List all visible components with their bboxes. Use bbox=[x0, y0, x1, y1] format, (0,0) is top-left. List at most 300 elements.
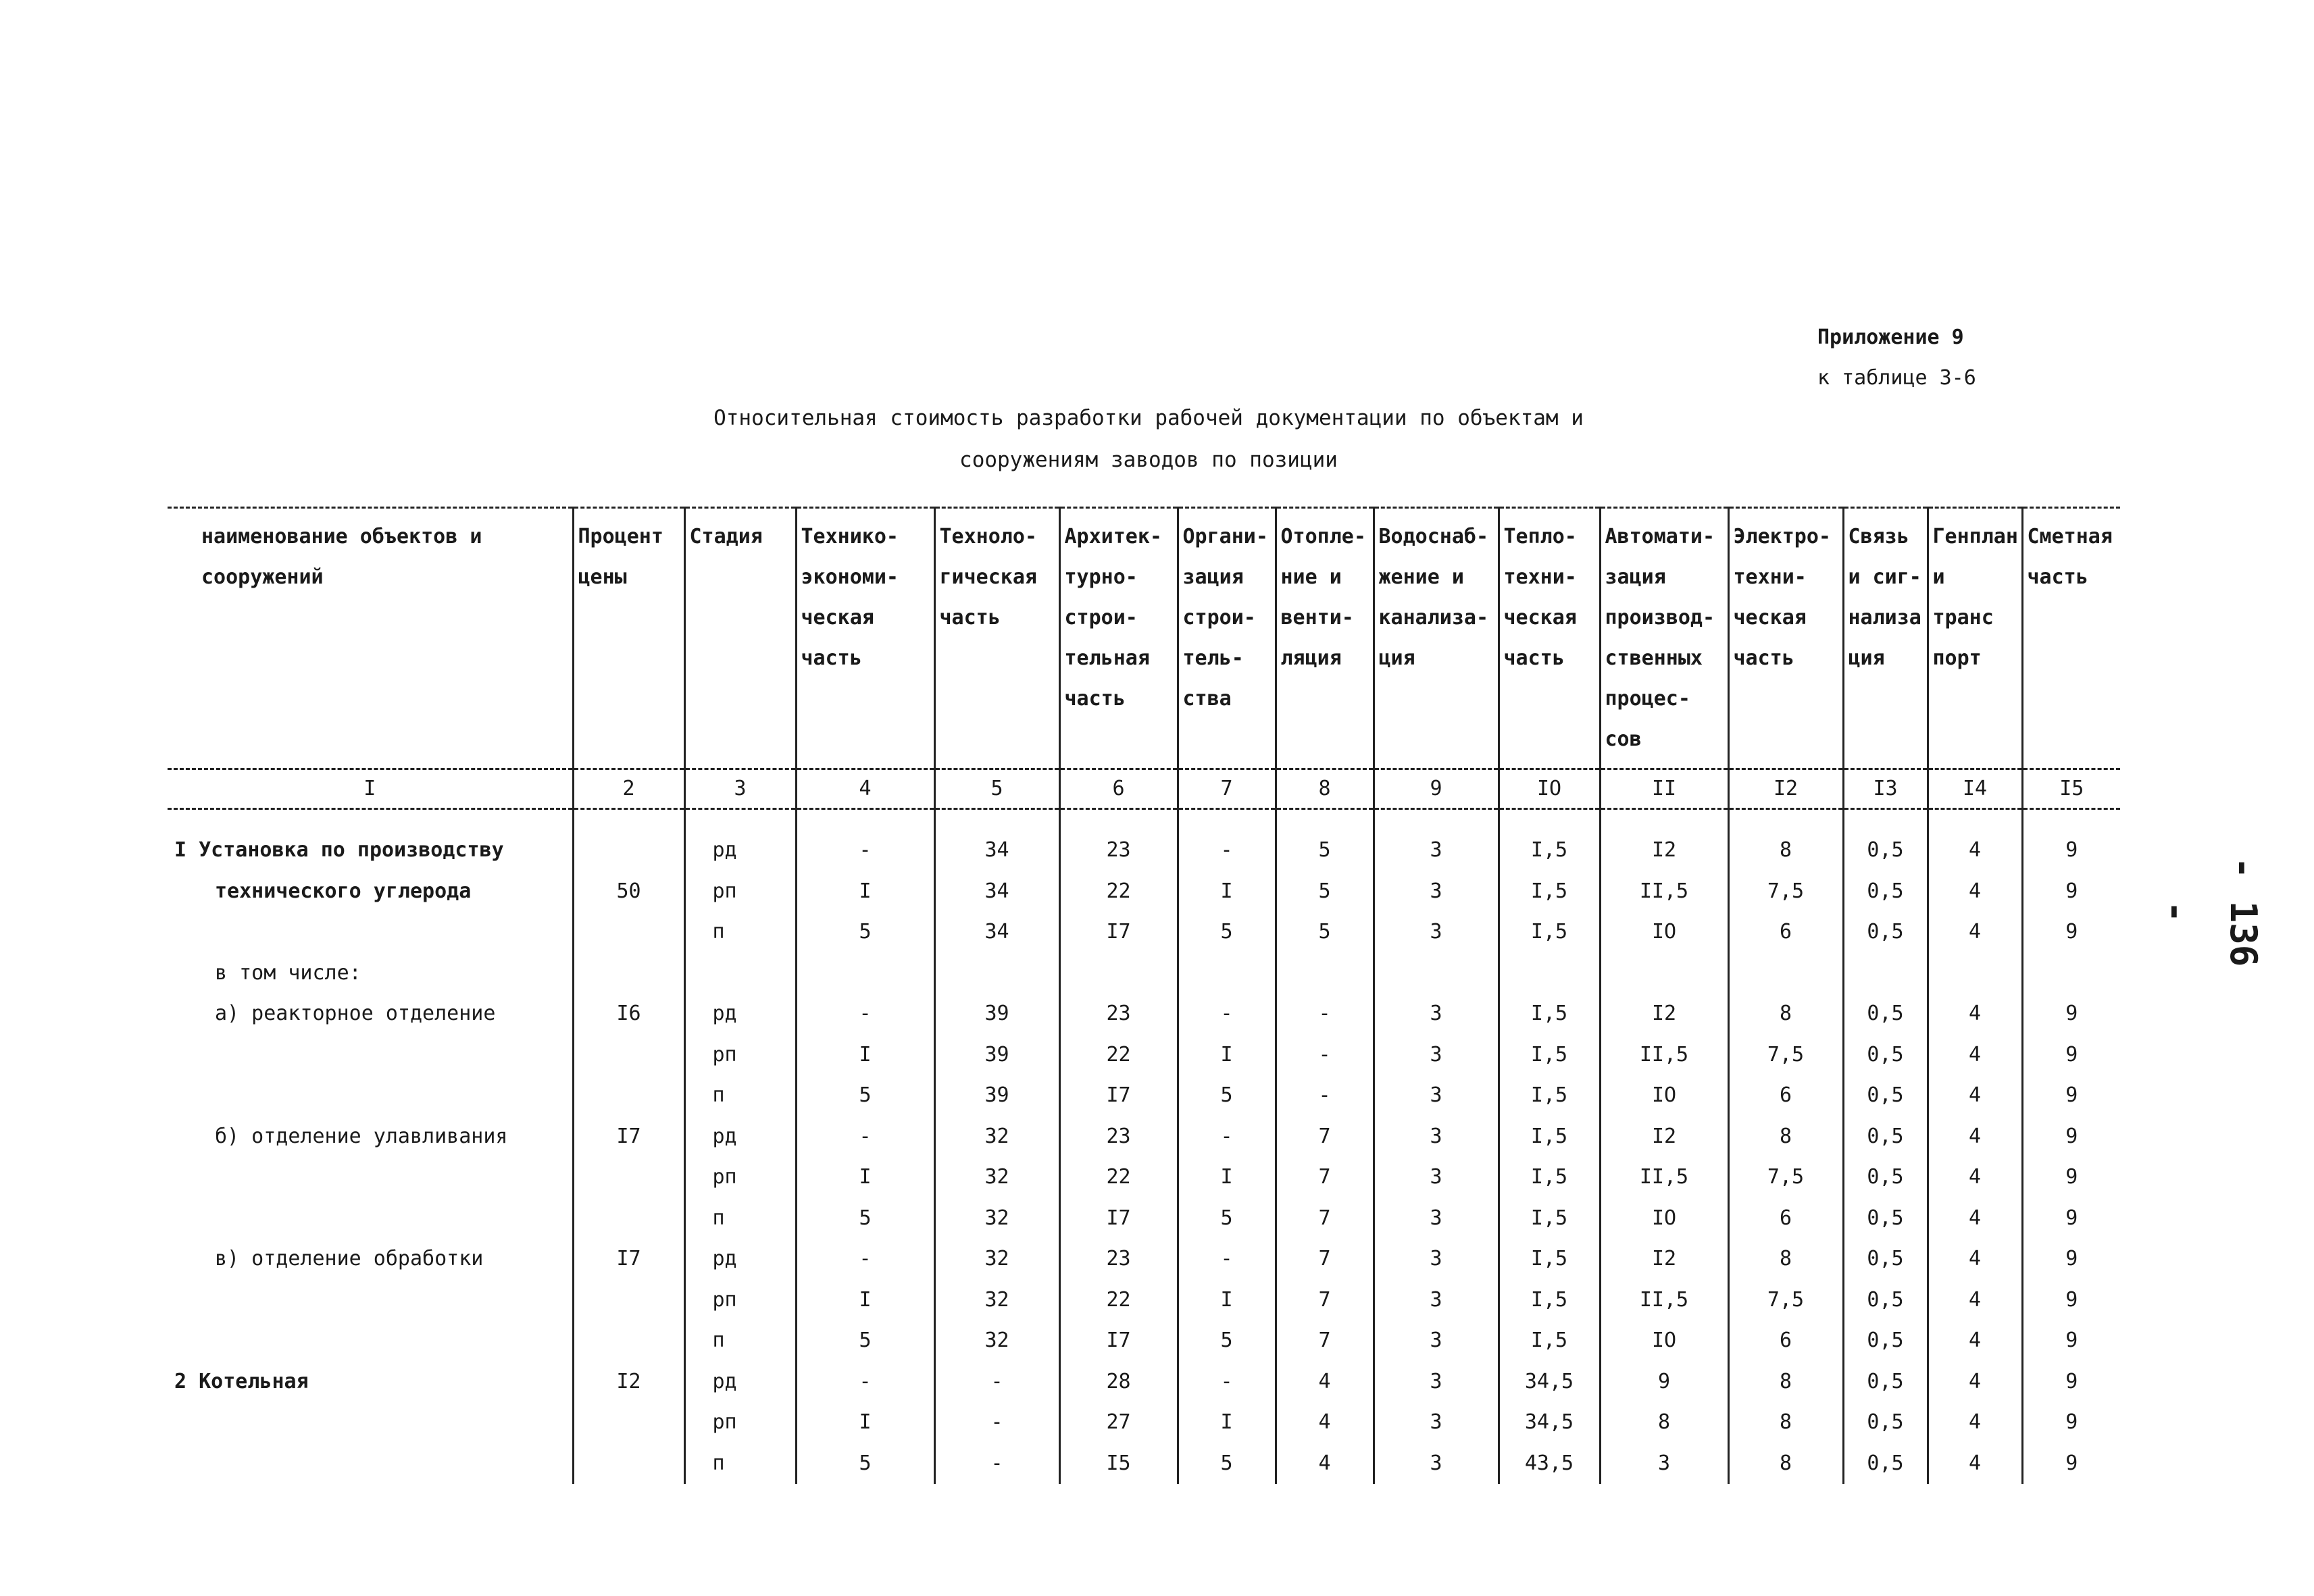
appendix-line-2: к таблице 3-6 bbox=[1817, 366, 1976, 390]
table-cell: 8 bbox=[1600, 1402, 1728, 1443]
table-cell bbox=[684, 953, 796, 994]
table-cell: I,5 bbox=[1499, 830, 1600, 871]
table-cell bbox=[1178, 953, 1276, 994]
table-cell: 7,5 bbox=[1728, 1035, 1843, 1076]
table-cell: 5 bbox=[1178, 1198, 1276, 1239]
spacer-cell bbox=[2022, 809, 2120, 831]
column-header: наименование объектов и сооружений bbox=[168, 508, 573, 769]
column-number: 6 bbox=[1059, 769, 1178, 809]
table-cell: 5 bbox=[1276, 830, 1374, 871]
table-cell: рп bbox=[684, 1402, 796, 1443]
object-name-cell: в) отделение обработки bbox=[215, 1247, 484, 1270]
table-cell: I,5 bbox=[1499, 1198, 1600, 1239]
table-cell: - bbox=[796, 994, 934, 1035]
table-cell: 34,5 bbox=[1499, 1402, 1600, 1443]
table-cell: 3 bbox=[1374, 1198, 1499, 1239]
table-cell: - bbox=[1276, 994, 1374, 1035]
table-cell: - bbox=[1178, 830, 1276, 871]
table-cell: 3 bbox=[1374, 1443, 1499, 1485]
spacer-cell bbox=[1276, 809, 1374, 831]
table-cell: 9 bbox=[2022, 871, 2120, 912]
table-cell: I bbox=[1178, 1157, 1276, 1198]
table-cell: 32 bbox=[934, 1157, 1059, 1198]
table-cell: 9 bbox=[2022, 1239, 2120, 1280]
title-line-2: сооружениям заводов по позиции bbox=[959, 448, 1338, 472]
table-row bbox=[168, 994, 2120, 1035]
table-cell: 0,5 bbox=[1843, 1157, 1928, 1198]
table-cell: 3 bbox=[1600, 1443, 1728, 1485]
table-cell: 32 bbox=[934, 1320, 1059, 1362]
table-cell: 7 bbox=[1276, 1320, 1374, 1362]
table-cell: 3 bbox=[1374, 1362, 1499, 1403]
table-cell: 3 bbox=[1374, 912, 1499, 953]
table-cell: 5 bbox=[1178, 1320, 1276, 1362]
column-number: 9 bbox=[1374, 769, 1499, 809]
table-cell: I,5 bbox=[1499, 1116, 1600, 1158]
column-header: Генплан и транс порт bbox=[1928, 508, 2022, 769]
column-header: Связь и сиг- нализа ция bbox=[1843, 508, 1928, 769]
column-header: Технико- экономи- ческая часть bbox=[796, 508, 934, 769]
table-row bbox=[168, 953, 2120, 994]
table-cell bbox=[573, 1198, 684, 1239]
table-cell: I bbox=[1178, 1035, 1276, 1076]
table-cell: 5 bbox=[796, 1075, 934, 1116]
table-cell: I7 bbox=[1059, 1075, 1178, 1116]
table-cell: 0,5 bbox=[1843, 994, 1928, 1035]
table-cell: 4 bbox=[1276, 1402, 1374, 1443]
table-cell: I bbox=[796, 1035, 934, 1076]
table-cell: 23 bbox=[1059, 830, 1178, 871]
column-header: Стадия bbox=[684, 508, 796, 769]
table-cell: - bbox=[796, 1239, 934, 1280]
object-name-cell: а) реакторное отделение bbox=[215, 1002, 496, 1025]
table-cell: 8 bbox=[1728, 1402, 1843, 1443]
table-row bbox=[168, 1443, 2120, 1485]
table-row bbox=[168, 1280, 2120, 1321]
table-cell: 4 bbox=[1928, 1362, 2022, 1403]
table-cell: 9 bbox=[2022, 1157, 2120, 1198]
table-cell: 23 bbox=[1059, 1116, 1178, 1158]
table-cell: I2 bbox=[1600, 830, 1728, 871]
table-cell: 4 bbox=[1928, 1280, 2022, 1321]
column-header: Техноло- гическая часть bbox=[934, 508, 1059, 769]
object-name-cell bbox=[168, 1402, 573, 1443]
table-cell bbox=[573, 1443, 684, 1485]
table-cell: 0,5 bbox=[1843, 1402, 1928, 1443]
column-number: I4 bbox=[1928, 769, 2022, 809]
column-header: Органи- зация строи- тель- ства bbox=[1178, 508, 1276, 769]
table-cell: 4 bbox=[1928, 1239, 2022, 1280]
table-cell: I5 bbox=[1059, 1443, 1178, 1485]
table-row bbox=[168, 1157, 2120, 1198]
table-cell: 7 bbox=[1276, 1198, 1374, 1239]
spacer-row bbox=[168, 809, 2120, 831]
table-cell: I,5 bbox=[1499, 1280, 1600, 1321]
table-cell: 7 bbox=[1276, 1280, 1374, 1321]
spacer-cell bbox=[168, 809, 573, 831]
object-name-cell: I Установка по производству bbox=[174, 838, 504, 862]
table-cell: 32 bbox=[934, 1239, 1059, 1280]
spacer-cell bbox=[1843, 809, 1928, 831]
table-row bbox=[168, 871, 2120, 912]
table-cell: 4 bbox=[1928, 871, 2022, 912]
table-cell: 22 bbox=[1059, 1035, 1178, 1076]
table-cell: I7 bbox=[573, 1116, 684, 1158]
table-cell bbox=[1276, 953, 1374, 994]
column-number-row bbox=[168, 769, 2120, 809]
table-cell: п bbox=[684, 1075, 796, 1116]
spacer-cell bbox=[1600, 809, 1728, 831]
table-cell bbox=[2022, 953, 2120, 994]
table-row bbox=[168, 1116, 2120, 1158]
table-cell: 39 bbox=[934, 1035, 1059, 1076]
table-cell: I7 bbox=[1059, 1198, 1178, 1239]
table-cell: 3 bbox=[1374, 1157, 1499, 1198]
table-cell: п bbox=[684, 1198, 796, 1239]
table-cell: 5 bbox=[1178, 1075, 1276, 1116]
table-cell bbox=[573, 953, 684, 994]
spacer-cell bbox=[684, 809, 796, 831]
table-cell: IO bbox=[1600, 1320, 1728, 1362]
table-cell: I,5 bbox=[1499, 1075, 1600, 1116]
table-cell: 8 bbox=[1728, 1362, 1843, 1403]
column-number: 5 bbox=[934, 769, 1059, 809]
document-title bbox=[676, 397, 1621, 481]
table-row bbox=[168, 1035, 2120, 1076]
table-cell: IO bbox=[1600, 912, 1728, 953]
table-cell: - bbox=[796, 1362, 934, 1403]
table-cell: 9 bbox=[2022, 994, 2120, 1035]
table-cell: 3 bbox=[1374, 1402, 1499, 1443]
table-cell: I7 bbox=[1059, 1320, 1178, 1362]
table-cell: 34 bbox=[934, 912, 1059, 953]
table-row bbox=[168, 1198, 2120, 1239]
table-cell: 8 bbox=[1728, 1116, 1843, 1158]
table-cell: 7 bbox=[1276, 1239, 1374, 1280]
object-name-cell bbox=[168, 1198, 573, 1239]
table-body bbox=[168, 809, 2120, 1485]
table-cell: 32 bbox=[934, 1198, 1059, 1239]
table-cell: 4 bbox=[1928, 830, 2022, 871]
table-cell: 27 bbox=[1059, 1402, 1178, 1443]
table-cell: рп bbox=[684, 871, 796, 912]
table-cell: I bbox=[1178, 1280, 1276, 1321]
table-cell bbox=[1499, 953, 1600, 994]
table-cell: 7,5 bbox=[1728, 871, 1843, 912]
table-cell: I bbox=[796, 871, 934, 912]
table-cell bbox=[573, 1075, 684, 1116]
table-cell bbox=[1728, 953, 1843, 994]
table-cell: 4 bbox=[1928, 1402, 2022, 1443]
table-cell: 5 bbox=[796, 1443, 934, 1485]
table-cell: I bbox=[796, 1157, 934, 1198]
column-header: Автомати- зация производ- ственных процес- сов bbox=[1600, 508, 1728, 769]
table-cell: 5 bbox=[1276, 912, 1374, 953]
spacer-cell bbox=[796, 809, 934, 831]
table-cell: - bbox=[1178, 1116, 1276, 1158]
table-cell: 3 bbox=[1374, 1075, 1499, 1116]
appendix-line-1: Приложение 9 bbox=[1817, 326, 1964, 349]
table-cell: 3 bbox=[1374, 1280, 1499, 1321]
table-cell: I2 bbox=[1600, 1116, 1728, 1158]
table-cell: 23 bbox=[1059, 994, 1178, 1035]
table-cell: 5 bbox=[796, 1198, 934, 1239]
column-header: Водоснаб- жение и канализа- ция bbox=[1374, 508, 1499, 769]
table-cell: 9 bbox=[2022, 1198, 2120, 1239]
table-cell: рп bbox=[684, 1157, 796, 1198]
table-cell: 39 bbox=[934, 1075, 1059, 1116]
table-cell: 4 bbox=[1928, 912, 2022, 953]
table-cell: I,5 bbox=[1499, 1035, 1600, 1076]
table-cell: рд bbox=[684, 1362, 796, 1403]
column-number: IO bbox=[1499, 769, 1600, 809]
column-number: 3 bbox=[684, 769, 796, 809]
table-cell: 0,5 bbox=[1843, 1116, 1928, 1158]
table-cell: 28 bbox=[1059, 1362, 1178, 1403]
table-cell: 39 bbox=[934, 994, 1059, 1035]
table-cell: 9 bbox=[2022, 1075, 2120, 1116]
table-cell: 0,5 bbox=[1843, 1035, 1928, 1076]
table-cell: 0,5 bbox=[1843, 1239, 1928, 1280]
table-cell: 3 bbox=[1374, 1116, 1499, 1158]
table-cell: п bbox=[684, 1443, 796, 1485]
table-cell: 3 bbox=[1374, 994, 1499, 1035]
table-cell bbox=[1059, 953, 1178, 994]
object-name-cell bbox=[168, 1443, 573, 1485]
table-cell: 4 bbox=[1276, 1362, 1374, 1403]
table-cell: п bbox=[684, 1320, 796, 1362]
table-cell bbox=[573, 830, 684, 871]
table-cell: 4 bbox=[1928, 994, 2022, 1035]
table-cell: 6 bbox=[1728, 912, 1843, 953]
table-cell: IO bbox=[1600, 1075, 1728, 1116]
table-cell: II,5 bbox=[1600, 1035, 1728, 1076]
table-cell: - bbox=[796, 1116, 934, 1158]
column-number: 8 bbox=[1276, 769, 1374, 809]
table-cell: I,5 bbox=[1499, 994, 1600, 1035]
table-cell: рд bbox=[684, 994, 796, 1035]
table-cell: - bbox=[934, 1443, 1059, 1485]
table-cell: 9 bbox=[2022, 1443, 2120, 1485]
object-name-cell bbox=[168, 1320, 573, 1362]
table-cell: I2 bbox=[1600, 994, 1728, 1035]
spacer-cell bbox=[934, 809, 1059, 831]
column-number: I bbox=[168, 769, 573, 809]
table-cell: 5 bbox=[796, 1320, 934, 1362]
spacer-cell bbox=[573, 809, 684, 831]
table-cell: I bbox=[796, 1402, 934, 1443]
column-number: I3 bbox=[1843, 769, 1928, 809]
table-row bbox=[168, 1320, 2120, 1362]
column-header: Электро- техни- ческая часть bbox=[1728, 508, 1843, 769]
table-cell bbox=[1843, 953, 1928, 994]
object-name-cell bbox=[168, 912, 573, 953]
table-cell: 32 bbox=[934, 1280, 1059, 1321]
table-cell: 0,5 bbox=[1843, 830, 1928, 871]
table-cell bbox=[934, 953, 1059, 994]
table-cell: 9 bbox=[1600, 1362, 1728, 1403]
table-cell: 7 bbox=[1276, 1157, 1374, 1198]
table-cell: II,5 bbox=[1600, 871, 1728, 912]
table-cell: 4 bbox=[1928, 1116, 2022, 1158]
table-cell: 7 bbox=[1276, 1116, 1374, 1158]
column-header: Тепло- техни- ческая часть bbox=[1499, 508, 1600, 769]
table-cell: 0,5 bbox=[1843, 912, 1928, 953]
table-cell bbox=[573, 1280, 684, 1321]
object-name-cell: в том числе: bbox=[215, 960, 361, 985]
table-cell: 7,5 bbox=[1728, 1280, 1843, 1321]
column-number: I5 bbox=[2022, 769, 2120, 809]
title-line-1: Относительная стоимость разработки рабочей документации по объектам и bbox=[713, 406, 1584, 430]
table-cell: 9 bbox=[2022, 1116, 2120, 1158]
table-cell: I,5 bbox=[1499, 871, 1600, 912]
spacer-cell bbox=[1178, 809, 1276, 831]
column-header: Сметная часть bbox=[2022, 508, 2120, 769]
table-cell: 6 bbox=[1728, 1075, 1843, 1116]
column-header: Отопле- ние и венти- ляция bbox=[1276, 508, 1374, 769]
table-cell: - bbox=[1178, 1362, 1276, 1403]
table-row bbox=[168, 1362, 2120, 1403]
table-cell: - bbox=[796, 830, 934, 871]
table-cell: 3 bbox=[1374, 1239, 1499, 1280]
table-cell: II,5 bbox=[1600, 1280, 1728, 1321]
object-name-cell bbox=[168, 1075, 573, 1116]
table-header-row bbox=[168, 508, 2120, 769]
table-cell: - bbox=[1178, 994, 1276, 1035]
object-name-cell: технического углерода bbox=[215, 879, 472, 903]
table-cell: 4 bbox=[1928, 1157, 2022, 1198]
column-number: 4 bbox=[796, 769, 934, 809]
table-cell: 3 bbox=[1374, 1320, 1499, 1362]
table-cell: IO bbox=[1600, 1198, 1728, 1239]
table-cell: 0,5 bbox=[1843, 1198, 1928, 1239]
spacer-cell bbox=[1728, 809, 1843, 831]
table-cell: 6 bbox=[1728, 1198, 1843, 1239]
table-cell bbox=[1928, 953, 2022, 994]
table-cell: 43,5 bbox=[1499, 1443, 1600, 1485]
table-cell: 32 bbox=[934, 1116, 1059, 1158]
table-cell: 0,5 bbox=[1843, 871, 1928, 912]
object-name-cell bbox=[168, 1157, 573, 1198]
table-cell: 9 bbox=[2022, 1362, 2120, 1403]
table-cell bbox=[573, 1402, 684, 1443]
table-cell: 9 bbox=[2022, 830, 2120, 871]
table-row bbox=[168, 1239, 2120, 1280]
object-name-cell: б) отделение улавливания bbox=[215, 1124, 508, 1148]
table-cell: I7 bbox=[573, 1239, 684, 1280]
table-cell: I,5 bbox=[1499, 912, 1600, 953]
table-row bbox=[168, 912, 2120, 953]
column-header: Архитек- турно- строи- тельная часть bbox=[1059, 508, 1178, 769]
table-cell: 22 bbox=[1059, 1280, 1178, 1321]
cost-table bbox=[168, 507, 2120, 1484]
table-cell: - bbox=[934, 1362, 1059, 1403]
table-cell: 5 bbox=[1178, 912, 1276, 953]
table-cell: 4 bbox=[1928, 1075, 2022, 1116]
table-cell: 3 bbox=[1374, 830, 1499, 871]
table-cell: I2 bbox=[573, 1362, 684, 1403]
table-cell: 0,5 bbox=[1843, 1320, 1928, 1362]
table-cell: - bbox=[1276, 1075, 1374, 1116]
table-cell: 0,5 bbox=[1843, 1362, 1928, 1403]
appendix-note bbox=[1817, 317, 1976, 398]
table-cell: 8 bbox=[1728, 994, 1843, 1035]
table-cell: - bbox=[934, 1402, 1059, 1443]
table-cell: 8 bbox=[1728, 1443, 1843, 1485]
table-cell bbox=[573, 1157, 684, 1198]
column-number: II bbox=[1600, 769, 1728, 809]
table-cell: 34 bbox=[934, 830, 1059, 871]
table-cell: 8 bbox=[1728, 830, 1843, 871]
table-cell: 9 bbox=[2022, 1035, 2120, 1076]
table-cell: I,5 bbox=[1499, 1239, 1600, 1280]
table-cell: I,5 bbox=[1499, 1157, 1600, 1198]
table-cell: I bbox=[796, 1280, 934, 1321]
table-cell: 8 bbox=[1728, 1239, 1843, 1280]
table-cell: 0,5 bbox=[1843, 1075, 1928, 1116]
table-cell bbox=[573, 1035, 684, 1076]
object-name-cell: 2 Котельная bbox=[174, 1369, 309, 1393]
table-cell: II,5 bbox=[1600, 1157, 1728, 1198]
table-cell: 5 bbox=[1276, 871, 1374, 912]
table-cell: 34,5 bbox=[1499, 1362, 1600, 1403]
table-cell: 3 bbox=[1374, 871, 1499, 912]
table-row bbox=[168, 1075, 2120, 1116]
table-cell: рд bbox=[684, 830, 796, 871]
table-cell: рп bbox=[684, 1035, 796, 1076]
table-cell: рд bbox=[684, 1116, 796, 1158]
table-cell bbox=[1374, 953, 1499, 994]
table-cell: I,5 bbox=[1499, 1320, 1600, 1362]
table-cell bbox=[1600, 953, 1728, 994]
table-cell: п bbox=[684, 912, 796, 953]
table-cell: 4 bbox=[1928, 1443, 2022, 1485]
table-cell: 5 bbox=[1178, 1443, 1276, 1485]
table-cell bbox=[796, 953, 934, 994]
table-cell: 6 bbox=[1728, 1320, 1843, 1362]
spacer-cell bbox=[1928, 809, 2022, 831]
table-cell: I bbox=[1178, 871, 1276, 912]
table-cell: 4 bbox=[1928, 1198, 2022, 1239]
table-cell: 9 bbox=[2022, 912, 2120, 953]
table-cell: 9 bbox=[2022, 1320, 2120, 1362]
table-cell: I2 bbox=[1600, 1239, 1728, 1280]
table-cell: 0,5 bbox=[1843, 1443, 1928, 1485]
object-name-cell bbox=[168, 1280, 573, 1321]
table-cell: 34 bbox=[934, 871, 1059, 912]
table-cell: - bbox=[1276, 1035, 1374, 1076]
column-number: 2 bbox=[573, 769, 684, 809]
column-header: Процент цены bbox=[573, 508, 684, 769]
spacer-cell bbox=[1374, 809, 1499, 831]
table-cell: 4 bbox=[1928, 1035, 2022, 1076]
table-row bbox=[168, 830, 2120, 871]
table-cell: 9 bbox=[2022, 1280, 2120, 1321]
table-cell: 22 bbox=[1059, 1157, 1178, 1198]
table-row bbox=[168, 1402, 2120, 1443]
table-cell: 4 bbox=[1928, 1320, 2022, 1362]
table-cell: I7 bbox=[1059, 912, 1178, 953]
object-name-cell bbox=[168, 1035, 573, 1076]
table-cell: рп bbox=[684, 1280, 796, 1321]
spacer-cell bbox=[1499, 809, 1600, 831]
page-number: - 136 - bbox=[2155, 856, 2265, 967]
table-cell: 3 bbox=[1374, 1035, 1499, 1076]
table-cell bbox=[573, 912, 684, 953]
table-cell: 22 bbox=[1059, 871, 1178, 912]
table-cell: 9 bbox=[2022, 1402, 2120, 1443]
spacer-cell bbox=[1059, 809, 1178, 831]
